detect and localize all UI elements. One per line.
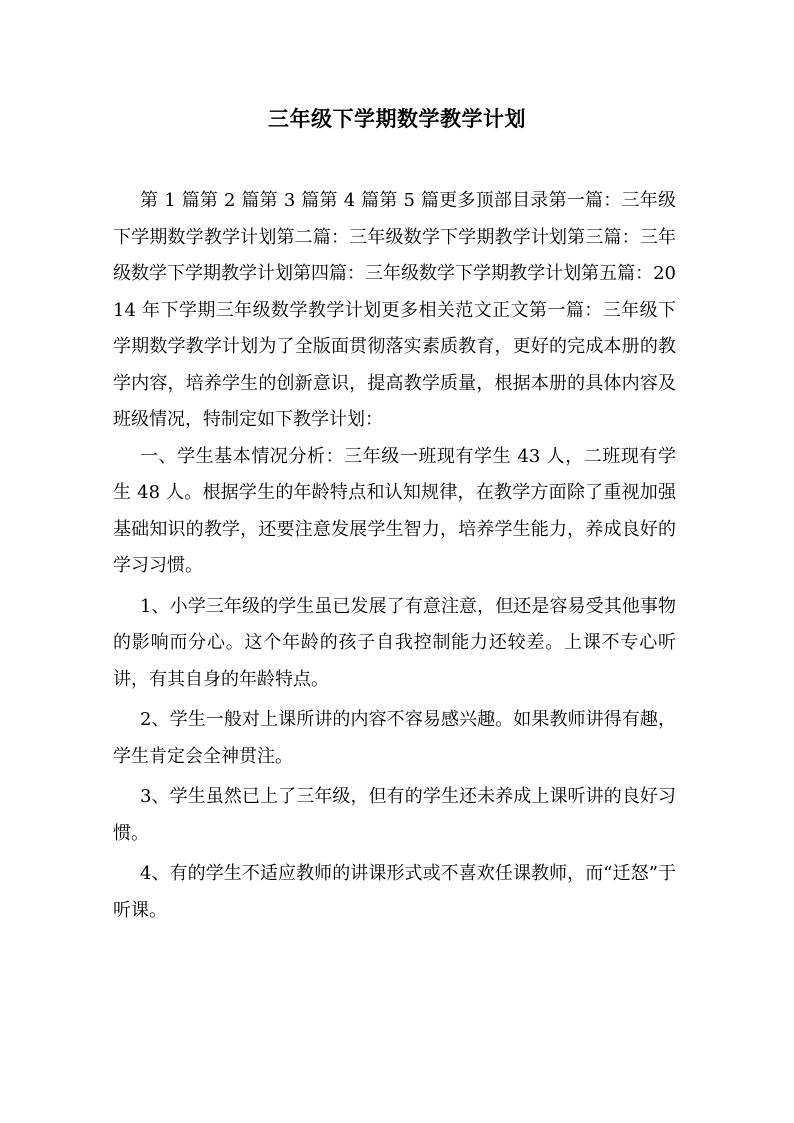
paragraph-intro: 第 1 篇第 2 篇第 3 篇第 4 篇第 5 篇更多顶部目录第一篇：三年级下学期数学教学计划第二篇：三年级数学下学期教学计划第三篇：三年级数学下学期教学计划第四篇：三年级数学下学期教学计划第五篇：2014 年下学期三年级数学教学计划更多相关范文正文第一篇：三年级下学期数学教学计划为了全版面贯彻落实素质教育，更好的完成本册的教学内容，培养学生的创新意识，提高教学质量，根据本册的具体内容及班级情况，特制定如下教学计划：: [113, 190, 676, 430]
paragraph-point-4: 4、有的学生不适应教师的讲课形式或不喜欢任课教师，而“迁怒”于听课。: [113, 863, 676, 921]
paragraph-point-3: 3、学生虽然已上了三年级，但有的学生还未养成上课听讲的良好习惯。: [113, 786, 676, 844]
document-body: [113, 183, 676, 929]
document-title: 三年级下学期数学教学计划: [268, 106, 526, 131]
paragraph-point-2: 2、学生一般对上课所讲的内容不容易感兴趣。如果教师讲得有趣，学生肯定会全神贯注。: [113, 709, 676, 767]
paragraph-student-analysis: 一、学生基本情况分析：三年级一班现有学生 43 人，二班现有学生 48 人。根据学生的年龄特点和认知规律，在教学方面除了重视加强基础知识的教学，还要注意发展学生智力，培养学生能力，养成良好的学习习惯。: [113, 445, 676, 576]
paragraph-point-1: 1、小学三年级的学生虽已发展了有意注意，但还是容易受其他事物的影响而分心。这个年龄的孩子自我控制能力还较差。上课不专心听讲，有其自身的年龄特点。: [113, 595, 676, 690]
